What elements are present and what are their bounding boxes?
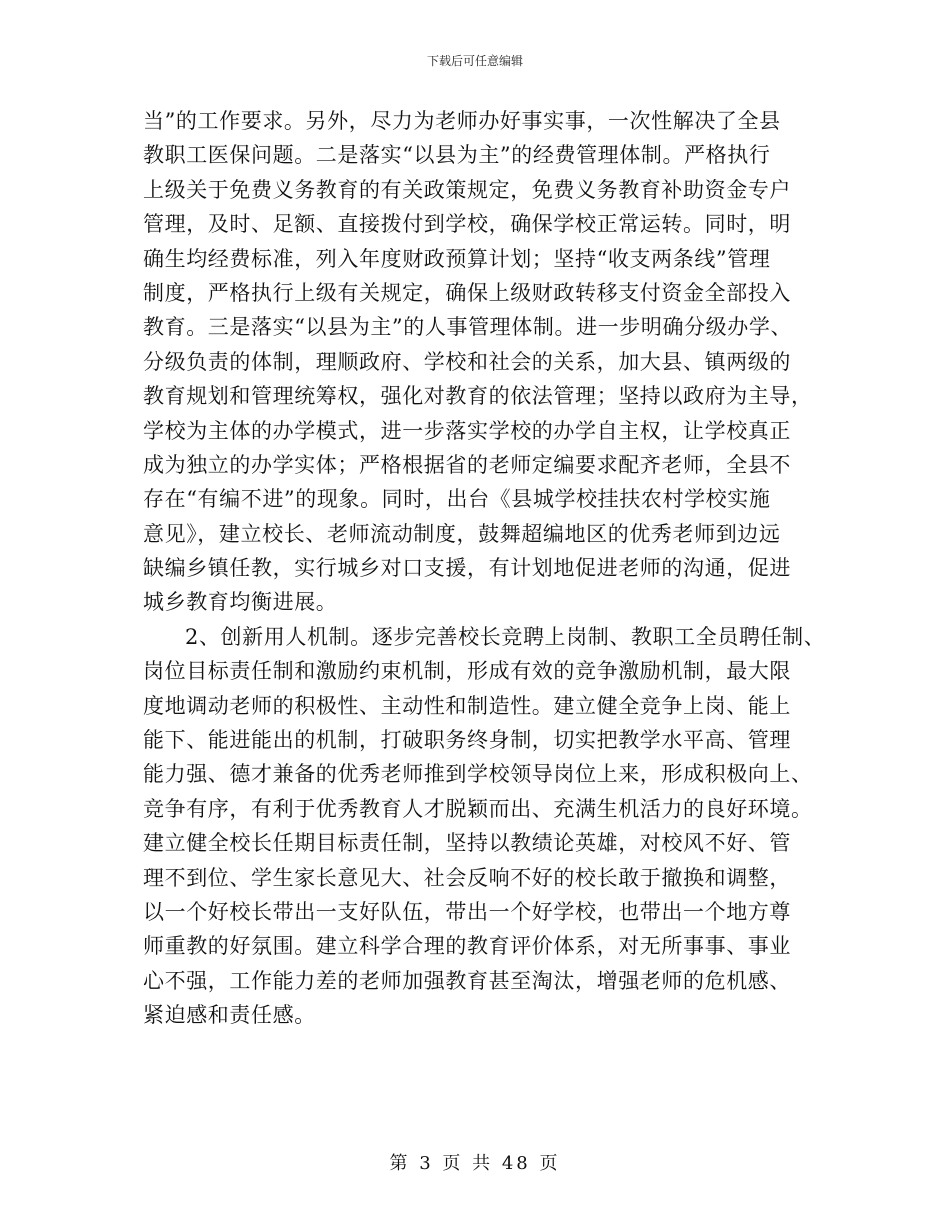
page-header: 下载后可任意编辑 bbox=[426, 54, 523, 68]
text-line: 城乡教育均衡进展。 bbox=[143, 590, 338, 615]
page-number: 第 3 页 共 48 页 bbox=[389, 1153, 561, 1174]
text-line: 理不到位、学生家长意见大、社会反响不好的校长敢于撤换和调整， bbox=[143, 865, 791, 890]
text-line: 确生均经费标准，列入年度财政预算计划；坚持“收支两条线”管理 bbox=[143, 246, 771, 271]
text-line: 师重教的好氛围。建立科学合理的教育评价体系，对无所事事、事业 bbox=[143, 934, 791, 959]
text-line: 管理，及时、足额、直接拨付到学校，确保学校正常运转。同时，明 bbox=[143, 212, 791, 237]
paragraph-start-line: 2、创新用人机制。逐步完善校长竞聘上岗制、教职工全员聘任制、 bbox=[185, 624, 826, 649]
text-line: 缺编乡镇任教，实行城乡对口支援，有计划地促进老师的沟通，促进 bbox=[143, 556, 791, 581]
text-line: 意见》，建立校长、老师流动制度，鼓舞超编地区的优秀老师到边远 bbox=[143, 521, 781, 546]
text-line: 以一个好校长带出一支好队伍，带出一个好学校，也带出一个地方尊 bbox=[143, 899, 791, 924]
text-line: 教职工医保问题。二是落实“以县为主”的经费管理体制。严格执行 bbox=[143, 143, 771, 168]
text-line: 学校为主体的办学模式，进一步落实学校的办学自主权，让学校真正 bbox=[143, 418, 791, 443]
text-line: 岗位目标责任制和激励约束机制，形成有效的竞争激励机制，最大限 bbox=[143, 659, 791, 684]
text-line: 教育。三是落实“以县为主”的人事管理体制。进一步明确分级办学、 bbox=[143, 315, 793, 340]
text-line: 制度，严格执行上级有关规定，确保上级财政转移支付资金全部投入 bbox=[143, 280, 791, 305]
document-body bbox=[143, 104, 826, 1033]
text-line: 上级关于免费义务教育的有关政策规定，免费义务教育补助资金专户 bbox=[143, 177, 791, 202]
text-line: 建立健全校长任期目标责任制，坚持以教绩论英雄，对校风不好、管 bbox=[143, 831, 791, 856]
text-line: 能下、能进能出的机制，打破职务终身制，切实把教学水平高、管理 bbox=[143, 728, 791, 753]
text-line: 心不强，工作能力差的老师加强教育甚至淘汰，增强老师的危机感、 bbox=[143, 968, 791, 993]
text-line: 分级负责的体制，理顺政府、学校和社会的关系，加大县、镇两级的 bbox=[143, 349, 791, 374]
text-line: 成为独立的办学实体；严格根据省的老师定编要求配齐老师，全县不 bbox=[143, 452, 791, 477]
text-line: 当”的工作要求。另外，尽力为老师办好事实事，一次性解决了全县 bbox=[143, 109, 781, 133]
text-line: 教育规划和管理统筹权，强化对教育的依法管理；坚持以政府为主导， bbox=[143, 384, 813, 409]
text-line: 存在“有编不进”的现象。同时，出台《县城学校挂扶农村学校实施 bbox=[143, 487, 771, 512]
text-line: 竞争有序，有利于优秀教育人才脱颖而出、充满生机活力的良好环境。 bbox=[143, 796, 813, 821]
text-line: 紧迫感和责任感。 bbox=[143, 1003, 316, 1028]
text-line: 度地调动老师的积极性、主动性和制造性。建立健全竞争上岗、能上 bbox=[143, 693, 791, 718]
text-line: 能力强、德才兼备的优秀老师推到学校领导岗位上来，形成积极向上、 bbox=[143, 762, 813, 787]
